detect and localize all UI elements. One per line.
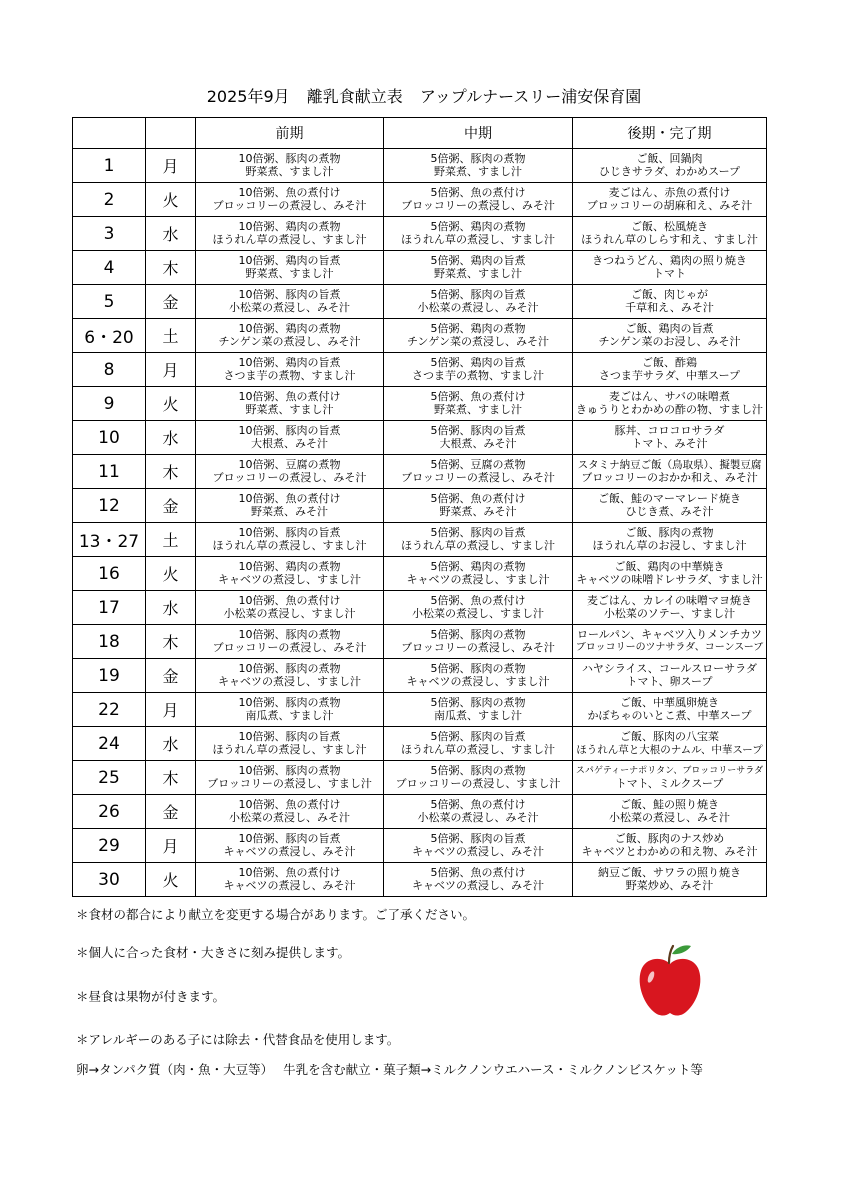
- weekday-cell: 月: [146, 693, 196, 727]
- menu-line: 小松菜の煮浸し、みそ汁: [609, 811, 730, 824]
- day-cell: 8: [73, 353, 146, 387]
- early-stage-cell: [196, 149, 384, 183]
- page-title: [0, 86, 848, 108]
- menu-line: ご飯、鶏肉の旨煮: [625, 323, 714, 335]
- day-cell: 30: [73, 863, 146, 897]
- menu-line: 5倍粥、豚肉の旨煮: [430, 527, 526, 539]
- middle-stage-cell: [384, 183, 573, 217]
- menu-line: 10倍粥、魚の煮付け: [238, 867, 341, 879]
- early-stage-cell: [196, 285, 384, 319]
- middle-stage-cell: [384, 149, 573, 183]
- menu-line: 小松菜の煮浸し、みそ汁: [417, 811, 539, 824]
- menu-line: ほうれん草と大根のナムル、中華スープ: [576, 743, 763, 756]
- middle-stage-cell: [384, 319, 573, 353]
- apple-icon: [636, 944, 704, 1018]
- menu-line: ほうれん草の煮浸し、すまし汁: [401, 743, 555, 756]
- menu-row: [73, 693, 767, 727]
- weekday-cell: 金: [146, 285, 196, 319]
- title-nursery-name: アップルナースリー浦安保育園: [419, 87, 642, 106]
- menu-line: 10倍粥、魚の煮付け: [238, 391, 341, 403]
- menu-row: [73, 659, 767, 693]
- day-cell: 2: [73, 183, 146, 217]
- menu-line: 5倍粥、鶏肉の煮物: [430, 221, 526, 233]
- day-cell: 1: [73, 149, 146, 183]
- menu-line: ブロッコリーの煮浸し、みそ汁: [401, 199, 555, 212]
- menu-line: 10倍粥、魚の煮付け: [238, 595, 341, 607]
- menu-line: ほうれん草の煮浸し、すまし汁: [212, 539, 367, 552]
- menu-line: かぼちゃのいとこ煮、中華スープ: [587, 709, 752, 722]
- title-menu-name: 離乳食献立表: [306, 87, 403, 106]
- menu-line: ブロッコリーのおかか和え、みそ汁: [581, 471, 758, 484]
- menu-line: 10倍粥、豚肉の煮物: [238, 663, 341, 675]
- menu-line: キャベツの煮浸し、みそ汁: [223, 845, 356, 858]
- menu-line: ほうれん草の煮浸し、すまし汁: [401, 539, 555, 552]
- late-stage-cell: [573, 183, 767, 217]
- apple-stem: [669, 946, 673, 963]
- middle-stage-cell: [384, 829, 573, 863]
- menu-line: 麦ごはん、サバの味噌煮: [609, 391, 730, 403]
- menu-row: [73, 795, 767, 829]
- day-cell: 26: [73, 795, 146, 829]
- menu-line: ほうれん草の煮浸し、すまし汁: [212, 233, 367, 246]
- weekday-cell: 水: [146, 421, 196, 455]
- menu-line: 5倍粥、豚肉の煮物: [430, 153, 526, 165]
- menu-row: [73, 387, 767, 421]
- menu-line: 5倍粥、鶏肉の旨煮: [430, 255, 526, 267]
- menu-line: キャベツの煮浸し、みそ汁: [412, 879, 544, 892]
- menu-line: 10倍粥、魚の煮付け: [238, 799, 341, 811]
- title-month: 2025年9月: [206, 87, 290, 106]
- menu-line: ひじきサラダ、わかめスープ: [598, 165, 741, 178]
- late-stage-cell: [573, 353, 767, 387]
- menu-line: 野菜煮、みそ汁: [439, 505, 517, 518]
- menu-line: 小松菜の煮浸し、みそ汁: [229, 811, 350, 824]
- menu-row: [73, 217, 767, 251]
- menu-row: [73, 149, 767, 183]
- weekday-cell: 火: [146, 183, 196, 217]
- weekday-cell: 金: [146, 795, 196, 829]
- weekday-cell: 土: [146, 523, 196, 557]
- menu-line: ご飯、肉じゃが: [631, 289, 708, 301]
- middle-stage-cell: [384, 387, 573, 421]
- early-stage-cell: [196, 659, 384, 693]
- header-weekday: [146, 118, 196, 149]
- menu-line: 10倍粥、鶏肉の煮物: [238, 561, 341, 573]
- late-stage-cell: [573, 591, 767, 625]
- menu-line: ご飯、松風焼き: [631, 221, 708, 233]
- middle-stage-cell: [384, 217, 573, 251]
- menu-line: 小松菜の煮浸し、すまし汁: [412, 607, 544, 620]
- menu-line: ブロッコリーの煮浸し、すまし汁: [395, 777, 561, 790]
- weekday-cell: 水: [146, 591, 196, 625]
- apple-body: [640, 959, 701, 1016]
- note-fruit: ＊昼食は果物が付きます。: [76, 989, 226, 1004]
- weekday-cell: 水: [146, 217, 196, 251]
- menu-line: トマト: [653, 267, 686, 280]
- menu-line: 小松菜の煮浸し、みそ汁: [417, 301, 539, 314]
- header-early-stage: 前期: [196, 118, 384, 149]
- late-stage-cell: [573, 829, 767, 863]
- menu-line: 野菜煮、すまし汁: [245, 403, 334, 416]
- menu-line: ブロッコリーの煮浸し、みそ汁: [212, 641, 367, 654]
- menu-line: さつま芋サラダ、中華スープ: [598, 369, 741, 382]
- menu-line: スパゲティーナポリタン、ブロッコリーサラダ: [575, 766, 764, 776]
- early-stage-cell: [196, 183, 384, 217]
- apple-leaf: [672, 945, 691, 954]
- weekday-cell: 月: [146, 353, 196, 387]
- menu-line: 10倍粥、豚肉の旨煮: [238, 289, 341, 301]
- weekday-cell: 月: [146, 829, 196, 863]
- day-cell: 25: [73, 761, 146, 795]
- late-stage-cell: [573, 251, 767, 285]
- menu-line: 納豆ご飯、サワラの照り焼き: [598, 867, 741, 879]
- menu-row: [73, 727, 767, 761]
- menu-body: [73, 149, 767, 897]
- middle-stage-cell: [384, 523, 573, 557]
- menu-line: 10倍粥、鶏肉の旨煮: [238, 357, 341, 369]
- late-stage-cell: [573, 387, 767, 421]
- menu-line: ブロッコリーの胡麻和え、みそ汁: [586, 199, 753, 212]
- menu-row: [73, 455, 767, 489]
- weekday-cell: 金: [146, 659, 196, 693]
- menu-line: 10倍粥、豚肉の旨煮: [238, 833, 341, 845]
- day-cell: 17: [73, 591, 146, 625]
- header-middle-stage: 中期: [384, 118, 573, 149]
- weekday-cell: 火: [146, 387, 196, 421]
- header-day: [73, 118, 146, 149]
- weekday-cell: 金: [146, 489, 196, 523]
- late-stage-cell: [573, 659, 767, 693]
- menu-line: 5倍粥、魚の煮付け: [430, 595, 526, 607]
- day-cell: 16: [73, 557, 146, 591]
- middle-stage-cell: [384, 863, 573, 897]
- middle-stage-cell: [384, 421, 573, 455]
- day-cell: 24: [73, 727, 146, 761]
- middle-stage-cell: [384, 353, 573, 387]
- menu-line: キャベツの煮浸し、すまし汁: [406, 675, 550, 688]
- menu-line: 大根煮、みそ汁: [251, 437, 328, 450]
- menu-table: [72, 117, 767, 897]
- menu-row: [73, 523, 767, 557]
- menu-line: ロールパン、キャベツ入りメンチカツ: [577, 629, 762, 641]
- menu-line: ほうれん草の煮浸し、すまし汁: [212, 743, 367, 756]
- menu-line: 南瓜煮、すまし汁: [434, 709, 522, 722]
- day-cell: 18: [73, 625, 146, 659]
- early-stage-cell: [196, 829, 384, 863]
- menu-line: 野菜煮、すまし汁: [245, 267, 334, 280]
- day-cell: 12: [73, 489, 146, 523]
- menu-line: キャベツの煮浸し、みそ汁: [412, 845, 544, 858]
- menu-row: [73, 251, 767, 285]
- menu-line: 10倍粥、豚肉の煮物: [238, 629, 341, 641]
- day-cell: 5: [73, 285, 146, 319]
- day-cell: 6・20: [73, 319, 146, 353]
- day-cell: 13・27: [73, 523, 146, 557]
- menu-line: 豚丼、コロコロサラダ: [614, 425, 725, 437]
- menu-line: 5倍粥、魚の煮付け: [430, 493, 526, 505]
- menu-line: 10倍粥、豚肉の旨煮: [238, 527, 341, 539]
- menu-line: キャベツの煮浸し、すまし汁: [406, 573, 550, 586]
- early-stage-cell: [196, 489, 384, 523]
- menu-row: [73, 625, 767, 659]
- menu-row: [73, 557, 767, 591]
- early-stage-cell: [196, 761, 384, 795]
- menu-line: トマト、卵スープ: [626, 675, 713, 688]
- menu-line: 小松菜の煮浸し、すまし汁: [223, 607, 356, 620]
- menu-line: ご飯、中華風卵焼き: [620, 697, 719, 709]
- menu-row: [73, 353, 767, 387]
- middle-stage-cell: [384, 761, 573, 795]
- menu-line: 5倍粥、鶏肉の旨煮: [430, 357, 526, 369]
- menu-line: きゅうりとわかめの酢の物、すまし汁: [576, 403, 763, 416]
- weekday-cell: 木: [146, 761, 196, 795]
- day-cell: 4: [73, 251, 146, 285]
- menu-line: 小松菜のソテー、すまし汁: [603, 607, 736, 620]
- menu-line: 5倍粥、魚の煮付け: [430, 391, 526, 403]
- menu-line: ご飯、豚肉の煮物: [625, 527, 714, 539]
- menu-line: キャベツとわかめの和え物、みそ汁: [581, 845, 758, 858]
- menu-line: ご飯、鶏肉の中華焼き: [614, 561, 725, 573]
- menu-line: キャベツの煮浸し、すまし汁: [218, 675, 361, 688]
- menu-line: 野菜煮、すまし汁: [434, 165, 522, 178]
- menu-line: 野菜炒め、みそ汁: [625, 879, 714, 892]
- menu-line: ご飯、回鍋肉: [636, 153, 703, 165]
- middle-stage-cell: [384, 285, 573, 319]
- middle-stage-cell: [384, 591, 573, 625]
- menu-line: 5倍粥、豚肉の煮物: [430, 765, 526, 777]
- menu-line: ほうれん草の煮浸し、すまし汁: [401, 233, 555, 246]
- menu-line: 10倍粥、豚肉の煮物: [238, 697, 341, 709]
- menu-line: 10倍粥、魚の煮付け: [238, 187, 341, 199]
- late-stage-cell: [573, 863, 767, 897]
- weekday-cell: 木: [146, 251, 196, 285]
- menu-line: スタミナ納豆ご飯（鳥取県）、擬製豆腐: [577, 459, 762, 471]
- day-cell: 11: [73, 455, 146, 489]
- menu-line: 5倍粥、鶏肉の煮物: [430, 561, 526, 573]
- middle-stage-cell: [384, 557, 573, 591]
- menu-line: 5倍粥、鶏肉の煮物: [430, 323, 526, 335]
- menu-line: トマト、ミルクスープ: [615, 777, 724, 790]
- late-stage-cell: [573, 455, 767, 489]
- early-stage-cell: [196, 557, 384, 591]
- day-cell: 3: [73, 217, 146, 251]
- menu-line: ハヤシライス、コールスローサラダ: [581, 663, 758, 675]
- early-stage-cell: [196, 523, 384, 557]
- note-menu-change: ＊食材の都合により献立を変更する場合があります。ご了承ください。: [76, 907, 476, 922]
- weekday-cell: 火: [146, 863, 196, 897]
- menu-line: 10倍粥、豚肉の旨煮: [238, 425, 341, 437]
- menu-line: キャベツの煮浸し、みそ汁: [223, 879, 356, 892]
- menu-line: 野菜煮、すまし汁: [245, 165, 334, 178]
- menu-line: さつま芋の煮物、すまし汁: [412, 369, 544, 382]
- menu-line: キャベツの煮浸し、すまし汁: [218, 573, 361, 586]
- late-stage-cell: [573, 421, 767, 455]
- early-stage-cell: [196, 795, 384, 829]
- menu-row: [73, 285, 767, 319]
- menu-line: 5倍粥、豚肉の煮物: [430, 663, 526, 675]
- menu-line: 大根煮、みそ汁: [439, 437, 517, 450]
- weekday-cell: 火: [146, 557, 196, 591]
- middle-stage-cell: [384, 625, 573, 659]
- note-substitutes: [76, 1062, 703, 1078]
- early-stage-cell: [196, 727, 384, 761]
- menu-line: 5倍粥、豚肉の煮物: [430, 697, 526, 709]
- menu-line: 野菜煮、みそ汁: [251, 505, 328, 518]
- menu-line: キャベツの味噌ドレサラダ、すまし汁: [576, 573, 763, 586]
- late-stage-cell: [573, 761, 767, 795]
- menu-line: 麦ごはん、カレイの味噌マヨ焼き: [586, 595, 753, 607]
- menu-row: [73, 319, 767, 353]
- menu-line: 10倍粥、豚肉の煮物: [238, 765, 341, 777]
- menu-line: 5倍粥、豚肉の旨煮: [430, 731, 526, 743]
- late-stage-cell: [573, 795, 767, 829]
- middle-stage-cell: [384, 489, 573, 523]
- menu-line: 5倍粥、豚肉の煮物: [430, 629, 526, 641]
- day-cell: 19: [73, 659, 146, 693]
- late-stage-cell: [573, 319, 767, 353]
- menu-line: ブロッコリーの煮浸し、みそ汁: [212, 199, 367, 212]
- menu-line: 野菜煮、すまし汁: [434, 267, 522, 280]
- header-late-stage: 後期・完了期: [573, 118, 767, 149]
- menu-line: チンゲン菜の煮浸し、みそ汁: [218, 335, 361, 348]
- middle-stage-cell: [384, 659, 573, 693]
- menu-line: ブロッコリーのツナサラダ、コーンスープ: [575, 641, 764, 653]
- day-cell: 29: [73, 829, 146, 863]
- menu-line: 10倍粥、鶏肉の煮物: [238, 323, 341, 335]
- menu-line: ご飯、豚肉の八宝菜: [620, 731, 719, 743]
- menu-line: ほうれん草のしらす和え、すまし汁: [581, 233, 758, 246]
- menu-line: ご飯、鮭のマーマレード焼き: [598, 493, 741, 505]
- menu-line: 5倍粥、豚肉の旨煮: [430, 833, 526, 845]
- menu-line: 10倍粥、豚肉の旨煮: [238, 731, 341, 743]
- note-individual-cutting: ＊個人に合った食材・大きさに刻み提供します。: [76, 945, 351, 960]
- late-stage-cell: [573, 217, 767, 251]
- header-row: [73, 118, 767, 149]
- middle-stage-cell: [384, 455, 573, 489]
- late-stage-cell: [573, 557, 767, 591]
- early-stage-cell: [196, 625, 384, 659]
- early-stage-cell: [196, 217, 384, 251]
- early-stage-cell: [196, 591, 384, 625]
- early-stage-cell: [196, 455, 384, 489]
- menu-line: ブロッコリーの煮浸し、みそ汁: [401, 641, 555, 654]
- weekday-cell: 木: [146, 625, 196, 659]
- menu-row: [73, 421, 767, 455]
- menu-line: 5倍粥、魚の煮付け: [430, 867, 526, 879]
- late-stage-cell: [573, 693, 767, 727]
- menu-line: 10倍粥、鶏肉の煮物: [238, 221, 341, 233]
- weekday-cell: 月: [146, 149, 196, 183]
- menu-line: 野菜煮、すまし汁: [434, 403, 522, 416]
- substitute-milk: 牛乳を含む献立・菓子類→ミルクノンウエハース・ミルクノンビスケット等: [283, 1062, 703, 1077]
- menu-line: チンゲン菜のお浸し、みそ汁: [598, 335, 741, 348]
- early-stage-cell: [196, 387, 384, 421]
- day-cell: 10: [73, 421, 146, 455]
- menu-line: 10倍粥、鶏肉の旨煮: [238, 255, 341, 267]
- menu-line: 5倍粥、豆腐の煮物: [430, 459, 526, 471]
- menu-line: ほうれん草のお浸し、すまし汁: [592, 539, 747, 552]
- menu-line: ご飯、鮭の照り焼き: [620, 799, 719, 811]
- menu-line: 5倍粥、豚肉の旨煮: [430, 289, 526, 301]
- menu-line: ブロッコリーの煮浸し、みそ汁: [401, 471, 555, 484]
- substitute-egg: 卵→タンパク質（肉・魚・大豆等）: [76, 1062, 274, 1077]
- menu-line: 10倍粥、豚肉の煮物: [238, 153, 341, 165]
- weekday-cell: 木: [146, 455, 196, 489]
- middle-stage-cell: [384, 693, 573, 727]
- early-stage-cell: [196, 353, 384, 387]
- menu-row: [73, 863, 767, 897]
- menu-line: ご飯、酢鶏: [642, 357, 697, 369]
- early-stage-cell: [196, 319, 384, 353]
- early-stage-cell: [196, 863, 384, 897]
- weekday-cell: 水: [146, 727, 196, 761]
- menu-line: 5倍粥、豚肉の旨煮: [430, 425, 526, 437]
- menu-line: 5倍粥、魚の煮付け: [430, 187, 526, 199]
- menu-row: [73, 591, 767, 625]
- early-stage-cell: [196, 251, 384, 285]
- middle-stage-cell: [384, 251, 573, 285]
- late-stage-cell: [573, 625, 767, 659]
- day-cell: 9: [73, 387, 146, 421]
- menu-line: さつま芋の煮物、すまし汁: [223, 369, 356, 382]
- menu-line: ブロッコリーの煮浸し、みそ汁: [212, 471, 367, 484]
- menu-line: トマト、みそ汁: [631, 437, 708, 450]
- early-stage-cell: [196, 693, 384, 727]
- menu-row: [73, 829, 767, 863]
- menu-line: 千草和え、みそ汁: [625, 301, 714, 314]
- menu-line: チンゲン菜の煮浸し、みそ汁: [406, 335, 549, 348]
- late-stage-cell: [573, 149, 767, 183]
- menu-line: ひじき煮、みそ汁: [625, 505, 714, 518]
- menu-row: [73, 183, 767, 217]
- middle-stage-cell: [384, 795, 573, 829]
- menu-line: ブロッコリーの煮浸し、すまし汁: [207, 777, 372, 790]
- note-allergy: ＊アレルギーのある子には除去・代替食品を使用します。: [76, 1032, 400, 1047]
- menu-line: 小松菜の煮浸し、みそ汁: [229, 301, 350, 314]
- menu-line: きつねうどん、鶏肉の照り焼き: [592, 255, 747, 267]
- day-cell: 22: [73, 693, 146, 727]
- menu-row: [73, 761, 767, 795]
- weekday-cell: 土: [146, 319, 196, 353]
- late-stage-cell: [573, 489, 767, 523]
- late-stage-cell: [573, 523, 767, 557]
- menu-line: 10倍粥、豆腐の煮物: [238, 459, 341, 471]
- menu-line: 10倍粥、魚の煮付け: [238, 493, 341, 505]
- menu-line: 麦ごはん、赤魚の煮付け: [608, 187, 731, 199]
- late-stage-cell: [573, 727, 767, 761]
- menu-line: 南瓜煮、すまし汁: [245, 709, 334, 722]
- middle-stage-cell: [384, 727, 573, 761]
- menu-line: 5倍粥、魚の煮付け: [430, 799, 526, 811]
- early-stage-cell: [196, 421, 384, 455]
- menu-row: [73, 489, 767, 523]
- menu-line: ご飯、豚肉のナス炒め: [614, 833, 725, 845]
- late-stage-cell: [573, 285, 767, 319]
